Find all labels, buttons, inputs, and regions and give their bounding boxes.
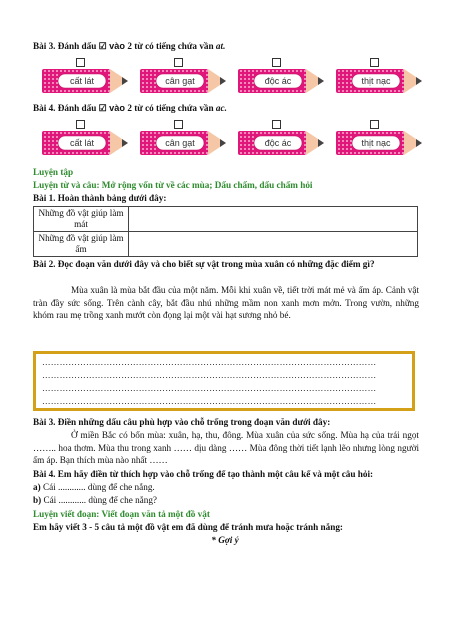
- heading-rhyme: ac.: [215, 103, 227, 113]
- answer-box[interactable]: [33, 351, 415, 411]
- heading-prefix: Bài 4. Đánh dấu: [33, 103, 97, 113]
- pencil-card: [238, 68, 324, 94]
- pencil-word: thịt nạc: [361, 76, 391, 86]
- pencil-row-1: [42, 58, 422, 98]
- item-label: a): [33, 482, 41, 492]
- heading-prefix: Bài 3. Đánh dấu: [33, 41, 97, 51]
- pencil-word: cân gạt: [165, 76, 195, 86]
- ex4-title: Bài 4. Em hãy điền từ thích hợp vào chỗ trống để tạo thành một câu kể và một câu hỏi:: [33, 469, 374, 479]
- ex1-title: Bài 1. Hoàn thành bảng dưới đây:: [33, 193, 167, 203]
- pencil-card: [140, 68, 226, 94]
- pencil-card: [42, 68, 128, 94]
- heading-vao: vào: [109, 103, 126, 113]
- checkbox-icon: ☑: [98, 103, 107, 113]
- item-text: Cái ............ dùng để che nắng.: [42, 482, 155, 492]
- row-label: Những đồ vật giúp làm mát: [34, 207, 129, 232]
- ex3-title: Bài 3. Điền những dấu câu phù hợp vào chỗ trống trong đoạn văn dưới đây:: [33, 417, 331, 427]
- pencil-card: [336, 68, 422, 94]
- item-text: Cái ............ dùng để che nắng?: [43, 495, 158, 505]
- pencil-card: [42, 130, 128, 156]
- checkbox-icon: ☑: [98, 41, 107, 51]
- table-row: [34, 232, 418, 257]
- writing-prompt: Em hãy viết 3 - 5 câu tả một đồ vật em đã dùng để tránh mưa hoặc tránh nắng:: [33, 522, 343, 532]
- pencil-row-2: [42, 120, 422, 160]
- ex2-passage: Mùa xuân là mùa bắt đầu của một năm. Mỗi khi xuân về, tiết trời mát mẻ và ấm áp. Cảnh vật tràn đầy sức sống. Trên cành cây, bắt đầu nhú những mầm non xanh mơn mởn. Trong vườn, những khóm rau mẹ trồng xanh mướt còn đọng lại một vài hạt sương nhỏ bé.: [33, 285, 419, 320]
- dotted-line: ……………………………………………………………………………………………………: [42, 370, 377, 380]
- writing-title: Luyện viết đoạn: Viết đoạn văn tả một đồ vật: [33, 509, 210, 519]
- dotted-line: ……………………………………………………………………………………………………: [42, 396, 377, 406]
- ex2-title: Bài 2. Đọc đoạn văn dưới đây và cho biết sự vật trong mùa xuân có những đặc điểm gì?: [33, 259, 375, 269]
- pencil-word: cất lát: [69, 138, 94, 148]
- pencil-card: [238, 130, 324, 156]
- answer-checkbox[interactable]: [370, 58, 379, 67]
- answer-checkbox[interactable]: [174, 120, 183, 129]
- answer-checkbox[interactable]: [76, 58, 85, 67]
- pencil-word: độc ác: [264, 138, 292, 148]
- ex1-table: [33, 206, 418, 257]
- ex4-item-a: [33, 481, 155, 493]
- pencil-word: cân gạt: [165, 138, 195, 148]
- pencil-card: [140, 130, 226, 156]
- answer-checkbox[interactable]: [174, 58, 183, 67]
- pencil-word: cất lát: [69, 76, 94, 86]
- ex4-checkbox-heading: [33, 102, 227, 114]
- writing-hint: * Gợi ý: [211, 535, 239, 545]
- answer-checkbox[interactable]: [272, 120, 281, 129]
- pencil-card: [336, 130, 422, 156]
- item-label: b): [33, 495, 42, 505]
- ex3-checkbox-heading: [33, 40, 225, 52]
- section-title: Luyện tập: [33, 167, 74, 177]
- dotted-line: ……………………………………………………………………………………………………: [42, 383, 377, 393]
- dotted-line: ……………………………………………………………………………………………………: [42, 357, 377, 367]
- answer-checkbox[interactable]: [272, 58, 281, 67]
- section-subtitle: Luyện từ và câu: Mở rộng vốn từ về các mùa; Dấu chấm, dấu chấm hỏi: [33, 180, 313, 190]
- answer-checkbox[interactable]: [76, 120, 85, 129]
- answer-cell[interactable]: [129, 207, 418, 232]
- ex3-passage: Ở miền Bắc có bốn mùa: xuân, hạ, thu, đông. Mùa xuân của sức sống. Mùa hạ của trái ngọt …….. hoa thơm. Mùa thu trong xanh …… dịu dàng …… Mùa đông thời tiết lạnh lẽo nhưng lòng người ấm áp. Bạn thích mùa nào nhất ……: [33, 430, 419, 465]
- row-label: Những đồ vật giúp làm ấm: [34, 232, 129, 257]
- ex4-item-b: [33, 494, 157, 506]
- heading-rest: 2 từ có tiếng chứa vần: [127, 103, 214, 113]
- heading-vao: vào: [109, 41, 126, 51]
- answer-checkbox[interactable]: [370, 120, 379, 129]
- heading-rhyme: at.: [215, 41, 226, 51]
- answer-cell[interactable]: [129, 232, 418, 257]
- pencil-word: thịt nạc: [361, 138, 391, 148]
- heading-rest: 2 từ có tiếng chứa vần: [127, 41, 214, 51]
- pencil-word: độc ác: [264, 76, 292, 86]
- table-row: [34, 207, 418, 232]
